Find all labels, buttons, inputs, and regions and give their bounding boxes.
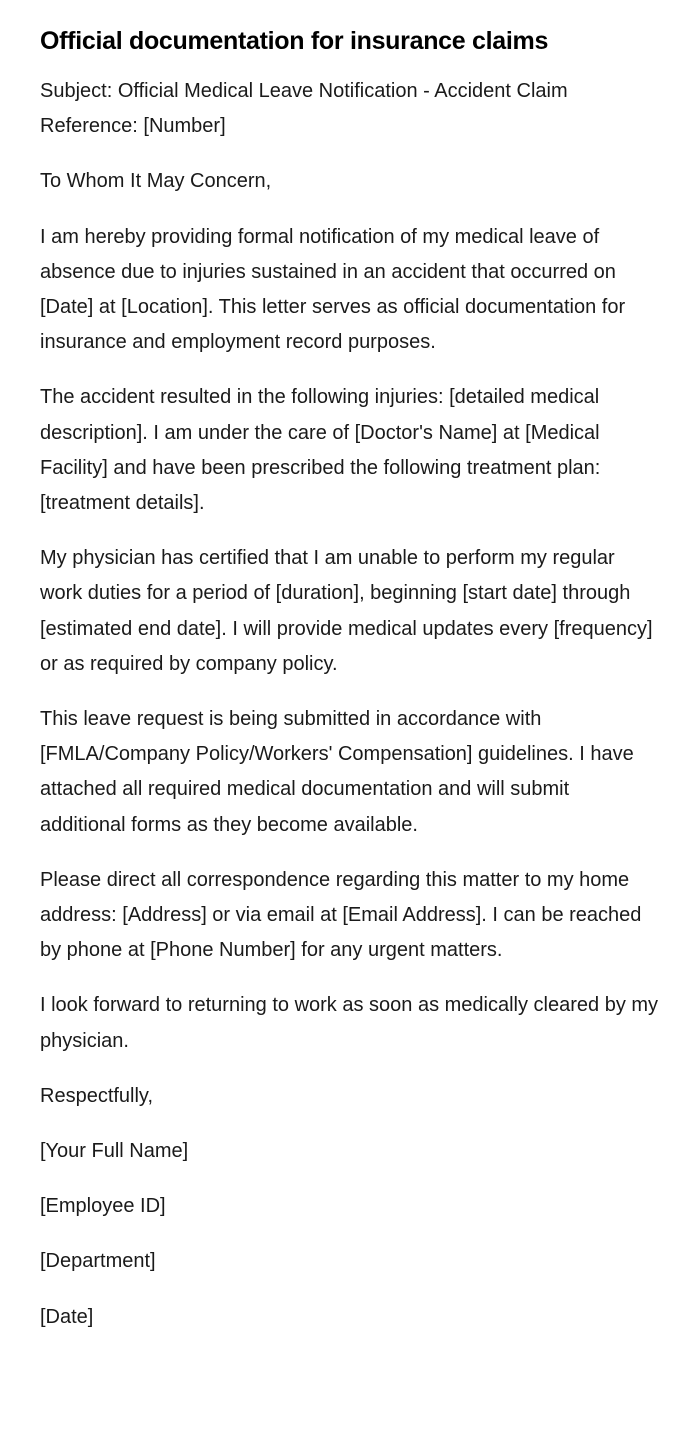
signature-employee-id: [Employee ID] — [40, 1195, 166, 1218]
closing: Respectfully, — [40, 1084, 154, 1107]
signature-date: [Date] — [40, 1305, 94, 1328]
body-paragraph-contact: Please direct all correspondence regarding this matter to my home address: [Address] or via email at [Email Address]. I can be reached by phone at [Phone Number] for any urgent matters. — [40, 868, 642, 962]
document-title: Official documentation for insurance claims — [40, 27, 549, 55]
body-paragraph-return: I look forward to returning to work as soon as medically cleared by my physician. — [40, 994, 659, 1052]
salutation: To Whom It May Concern, — [40, 170, 272, 193]
signature-department: [Department] — [40, 1250, 156, 1273]
signature-name: [Your Full Name] — [40, 1140, 189, 1163]
body-paragraph-injuries: The accident resulted in the following injuries: [detailed medical description]. I am under the care of [Doctor's Name] at [Medical Facility] and have been prescribed the following treatment plan: [treatment details]. — [40, 386, 601, 515]
subject-line: Subject: Official Medical Leave Notification - Accident Claim Reference: [Number] — [40, 80, 568, 138]
body-paragraph-notification: I am hereby providing formal notification of my medical leave of absence due to injuries sustained in an accident that occurred on [Date] at [Location]. This letter serves as official documentation for insurance and employment record purposes. — [40, 225, 626, 354]
body-paragraph-policy: This leave request is being submitted in accordance with [FMLA/Company Policy/Workers' Compensation] guidelines. I have attached all required medical documentation and will submit additional forms as they become available. — [40, 708, 634, 836]
body-paragraph-certification: My physician has certified that I am unable to perform my regular work duties for a period of [duration], beginning [start date] through [estimated end date]. I will provide medical updates every [frequency] or as required by company policy. — [40, 547, 653, 675]
